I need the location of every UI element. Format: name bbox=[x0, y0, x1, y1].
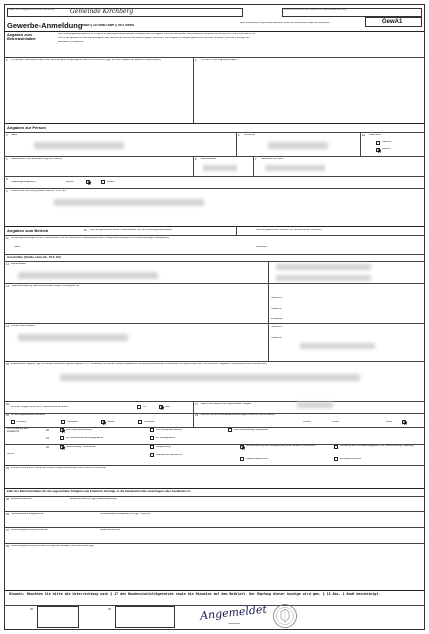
section-heading-permit: Falls der Betriebsinhaber für die angemeldete Tätigkeit eine Erlaubnis benötigt, in die Handwerksrolle einzutragen oder Ausländer ist: bbox=[7, 490, 191, 493]
vending-checkbox[interactable] bbox=[60, 436, 64, 440]
branch-checkbox[interactable] bbox=[150, 428, 154, 432]
field-number-25: 25 bbox=[6, 498, 9, 501]
gender-male-label: männlich bbox=[382, 141, 392, 143]
field-1-label: Im Handels-, Genossenschafts- oder Vereinsregister eingetragener Name mit Rechtsform (ggf. bei GbR: Angabe der weiteren Gesellschafter) bbox=[11, 59, 161, 61]
field-4a-label: Geschlecht bbox=[369, 134, 381, 136]
field-25-sub: Erlaubnis erteilt von (ggf. Erlaubnisbehörde) bbox=[70, 498, 117, 500]
field-10b-label: Zahl der gesetzlichen Vertreter (nur bei juristischen Personen) bbox=[256, 229, 322, 231]
stats-label: Kennziffer/Kennzahl für Zwecke der Gewerbestatistik (GfU) bbox=[284, 9, 347, 11]
type-industry-label: Industrie bbox=[17, 421, 27, 423]
municipality-value: Gemeinde Kirchberg bbox=[70, 8, 134, 15]
type-trade-checkbox[interactable] bbox=[101, 420, 105, 424]
firstname-redacted bbox=[268, 142, 328, 149]
reason-new-label: Neuerrichtung / Übernahme bbox=[66, 446, 96, 448]
secondary-yes-checkbox[interactable] bbox=[137, 405, 141, 409]
field-2-label: Ort und Nr. des Registereintrages bbox=[201, 59, 237, 61]
field-number-15: 15 bbox=[6, 363, 9, 366]
field-number-28: 28 bbox=[6, 545, 9, 548]
start-date-redacted bbox=[297, 402, 333, 408]
secondary-yes-label: Ja bbox=[143, 406, 146, 408]
vending-label: ein Automatenaufstellungsgewerbe bbox=[66, 437, 104, 439]
gender-female-label: weiblich bbox=[382, 148, 391, 150]
reason-legalform-checkbox[interactable] bbox=[150, 453, 154, 457]
fax-label: Telefax-Nr. bbox=[271, 308, 283, 310]
field-number-26: 26 bbox=[6, 513, 9, 516]
field-20-label: Die Anmeldung wird erstattet für bbox=[7, 428, 29, 433]
field-number-6: 6 bbox=[195, 158, 197, 161]
field-1-input[interactable] bbox=[8, 66, 193, 122]
name-redacted bbox=[34, 142, 124, 149]
field-number-5: 5 bbox=[6, 158, 8, 161]
reason-transform-label: Gründung nach Umwandlungsgesetz (z.B. Verschmelzung, Spaltung) bbox=[340, 445, 414, 447]
type-craft-checkbox[interactable] bbox=[61, 420, 65, 424]
site-phone-redacted bbox=[276, 264, 371, 270]
field-26-label: Handwerkskarte ausgestellt am bbox=[11, 513, 45, 515]
field-5-label: Geburtsname (nur bei Abweichung vom Namen) bbox=[11, 158, 63, 160]
field-number-1: 1 bbox=[6, 59, 8, 62]
field-27-label: Aufenthaltsgenehmigung erteilt am bbox=[11, 529, 48, 531]
nationality-de-checkbox[interactable] bbox=[86, 180, 90, 184]
tel2-label: Telefon-Nr. bbox=[271, 326, 283, 328]
fax2-label: Telefax-Nr. bbox=[271, 337, 283, 339]
main-branch-label: eine Hauptniederlassung bbox=[66, 429, 93, 431]
official-seal-icon bbox=[272, 603, 298, 629]
gender-female-checkbox[interactable] bbox=[376, 148, 380, 152]
address-redacted bbox=[54, 199, 204, 206]
secondary-no-label: Nein bbox=[165, 406, 170, 408]
none-label: Keine bbox=[386, 421, 393, 423]
type-craft-label: Handwerk bbox=[67, 421, 78, 423]
field-4-label: Vornamen bbox=[244, 134, 255, 136]
field-number-23: 23 bbox=[6, 467, 9, 470]
inhaber-text-1: Bei Personengesellschaften (z.B. OHG) ist für jeden geschäftsführenden Gesellschafter ein eigener Vordruck auszufüllen. Bei juristischen Personen ist bei Feld Nr. 3 bis 9 und Feld Nr. 30 bbox=[58, 33, 256, 35]
field-number-7: 7 bbox=[255, 158, 257, 161]
type-trade-label: Handel bbox=[107, 421, 115, 423]
field-26-sub: Handwerkskarte ausgestellt von (ggf. HWK-Art) bbox=[100, 513, 151, 515]
reason-partner-label: Gesellschaftereintritt bbox=[246, 458, 268, 460]
field-number-12: 12 bbox=[6, 263, 9, 266]
vorname-col-label: Vornamen bbox=[256, 246, 267, 248]
field-12-label: Betriebsstätte bbox=[11, 263, 26, 265]
field-number-18: 18 bbox=[6, 414, 9, 417]
signature-caption: Unterschrift bbox=[228, 623, 241, 625]
nationality-de-label: deutsch bbox=[66, 181, 75, 183]
field-number-4: 4 bbox=[238, 134, 240, 137]
instruction-text: Bitte vollständig und gut lesbar ausfüllen sowie die zutreffenden Kästchen ankreuzen bbox=[240, 22, 330, 24]
type-industry-checkbox[interactable] bbox=[11, 420, 15, 424]
field-number-16: 16 bbox=[6, 403, 9, 406]
branch-label: eine Zweigniederlassung bbox=[156, 429, 183, 431]
municipality-label: Name der entgegennehmenden Gemeinde bbox=[9, 9, 55, 11]
field-number-22: 22 bbox=[46, 446, 49, 449]
signature: Angemeldet bbox=[199, 602, 268, 623]
travel-trade-checkbox[interactable] bbox=[150, 436, 154, 440]
hint-text: Hinweis: Beachten Sie bitte die Unterrichtung nach § 17 des Bundesstatistikgesetzes sowie die Hinweise auf dem Beiblatt. Der Empfang dieser Anzeige wird gem. § 15 Abs. 1 GewO bescheinigt. bbox=[9, 592, 381, 596]
form-subtitle: nach § 14 GewO oder § 55 c GewO bbox=[82, 24, 135, 27]
reason-new-checkbox[interactable] bbox=[60, 445, 64, 449]
field-11-label: Vertretungsberechtigte Person / Betriebsleiter (nur bei inländischen Aktiengesellschaften, Zweigniederlassungen und unselbstständigen Zweigstellen) bbox=[11, 237, 170, 239]
field-2-input[interactable] bbox=[197, 66, 422, 122]
reason-founding-checkbox[interactable] bbox=[150, 445, 154, 449]
field-number-10: 10 bbox=[84, 229, 87, 232]
fulltime-label: Vollzeit bbox=[303, 421, 311, 423]
field-6-label: Geburtsdatum bbox=[201, 158, 217, 160]
none-checkbox[interactable] bbox=[402, 420, 406, 424]
form-code: GewA1 bbox=[382, 19, 403, 25]
field-number-17: 17 bbox=[195, 403, 198, 406]
reason-inherit-checkbox[interactable] bbox=[334, 457, 338, 461]
nationality-other-checkbox[interactable] bbox=[101, 180, 105, 184]
field-3-label: Name bbox=[11, 134, 18, 136]
field-number-9: 9 bbox=[6, 190, 8, 193]
field-15-label: Angemeldete Tätigkeit - ggf. ein Beiblatt verwenden (genau angeben: z.B. Herstellung von Möbeln, Elektroinstallationen und Elektroeinzelhandel, Großhandel mit Lebensmitteln usw., bei mehreren Tätigkeiten Schwerpunkt bitte unterstreichen) bbox=[11, 363, 267, 365]
secondary-no-checkbox[interactable] bbox=[159, 405, 163, 409]
field-number-19: 19 bbox=[195, 414, 198, 417]
field-10-label: Zahl der geschäftsführenden Gesellschafter (nur bei Personengesellschaften) bbox=[90, 229, 173, 231]
reason-partner-checkbox[interactable] bbox=[240, 457, 244, 461]
prev-site-redacted bbox=[18, 334, 128, 341]
email-label: e-mail/web bbox=[271, 318, 283, 320]
reason-reopen-checkbox[interactable] bbox=[240, 445, 244, 449]
address-heading: Anschriften (Straße, Haus-Nr., PLZ, Ort) bbox=[7, 256, 62, 259]
field-23-label: Frühere Firmenname / Name der früheren Gewerbetreibenden oder früherer Firmenname bbox=[11, 467, 106, 469]
inhaber-text-3: Beiblättern zu ergänzen. bbox=[58, 41, 84, 43]
nationality-other-label: andere: bbox=[107, 181, 116, 183]
reason-founding-label: Neugründung bbox=[156, 446, 171, 448]
reason-legalform-label: Wechsel der Rechtsform bbox=[156, 454, 183, 456]
section-heading-betrieb: Angaben zum Betrieb bbox=[7, 228, 49, 233]
prev-fax-redacted bbox=[300, 343, 375, 349]
field-8-label: Staatsangehörigkeit(en) bbox=[11, 181, 37, 183]
reason-inherit-label: Erbfolge/Kauf/Pacht bbox=[340, 458, 362, 460]
field-number-2: 2 bbox=[195, 59, 197, 62]
field-7-label: Geburtsort und -land bbox=[261, 158, 283, 160]
reason-transform-checkbox[interactable] bbox=[334, 445, 338, 449]
field-number-20: 20 bbox=[46, 429, 49, 432]
field-17-label: Datum des Beginns der angemeldeten Tätigkeit bbox=[201, 403, 252, 405]
field-13-label: Hauptniederlassung (falls Betriebsstätte lediglich Zweigstelle ist) bbox=[11, 285, 80, 287]
field-28-label: Aufenthaltsgenehmigung enthält mit folgenden Auflagen oder Beschränkungen bbox=[11, 545, 95, 547]
form-title: Gewerbe-Anmeldung bbox=[7, 21, 83, 30]
inhaber-text-2: und 31 der gesetzliche Vertreter anzugeben (bei inländischer AG wird auf diese Angaben verzichtet). Die Angaben für weitere gesetzliche Vertreter zu diesem Nummern sind ggf. auf bbox=[58, 37, 250, 39]
dependent-branch-label: eine unselbständige Zweigstelle bbox=[234, 429, 268, 431]
field-number-27: 27 bbox=[6, 529, 9, 532]
reason-reopen-label: Wiedereröffnung nach Verlegung aus einem anderen Meldebezirk bbox=[246, 445, 316, 447]
travel-trade-label: ein Reisegewerbe bbox=[156, 437, 176, 439]
gender-male-checkbox[interactable] bbox=[376, 141, 380, 145]
name-col-label: Name bbox=[14, 246, 21, 248]
field-22-label: Grund bbox=[7, 453, 14, 455]
field-number-14: 14 bbox=[6, 325, 9, 328]
type-other-label: Sonstiges bbox=[144, 421, 155, 423]
parttime-label: Teilzeit bbox=[332, 421, 340, 423]
field-number-13: 13 bbox=[6, 285, 9, 288]
site-fax-redacted bbox=[276, 275, 371, 281]
activity-redacted bbox=[60, 374, 360, 381]
type-other-checkbox[interactable] bbox=[138, 420, 142, 424]
field-25-label: Erlaubnis erteilt von bbox=[11, 498, 32, 500]
tel-label: Telefon-Nr. bbox=[271, 297, 283, 299]
field-number-4a: 4a bbox=[362, 134, 365, 137]
site-address-redacted bbox=[18, 272, 158, 279]
dependent-branch-checkbox[interactable] bbox=[228, 428, 232, 432]
birthplace-redacted bbox=[265, 165, 325, 171]
date-field-33[interactable] bbox=[115, 606, 175, 628]
field-number-11: 11 bbox=[6, 237, 9, 240]
field-19-label: Zahl der bei der Geschäftsaufnahme tätigen Personen (ohne Inhaber) bbox=[201, 414, 275, 416]
field-9-label: Anschrift der Wohnung (Straße, Haus-Nr., PLZ, Ort) bbox=[11, 190, 66, 192]
main-branch-checkbox[interactable] bbox=[60, 428, 64, 432]
date-field-32[interactable] bbox=[37, 606, 79, 628]
field-18-label: Art des angemeldeten Betriebes bbox=[11, 414, 46, 416]
field-14-label: Frühere Betriebsstätte bbox=[11, 325, 35, 327]
birthdate-redacted bbox=[203, 165, 237, 171]
field-number-33: 33 bbox=[108, 608, 111, 611]
field-number-32: 32 bbox=[30, 608, 33, 611]
field-16-label: Wird die Tätigkeit (vorerst) im Nebenerwerb betrieben? bbox=[11, 406, 70, 408]
field-number-21: 21 bbox=[46, 437, 49, 440]
field-number-3: 3 bbox=[6, 134, 8, 137]
section-heading-inhaber: Angaben zum Betriebsinhaber bbox=[7, 33, 36, 42]
section-heading-person: Angaben zur Person bbox=[7, 125, 46, 130]
field-number-8: 8 bbox=[6, 178, 8, 181]
field-27-sub: erteilende Behörde bbox=[100, 529, 121, 531]
